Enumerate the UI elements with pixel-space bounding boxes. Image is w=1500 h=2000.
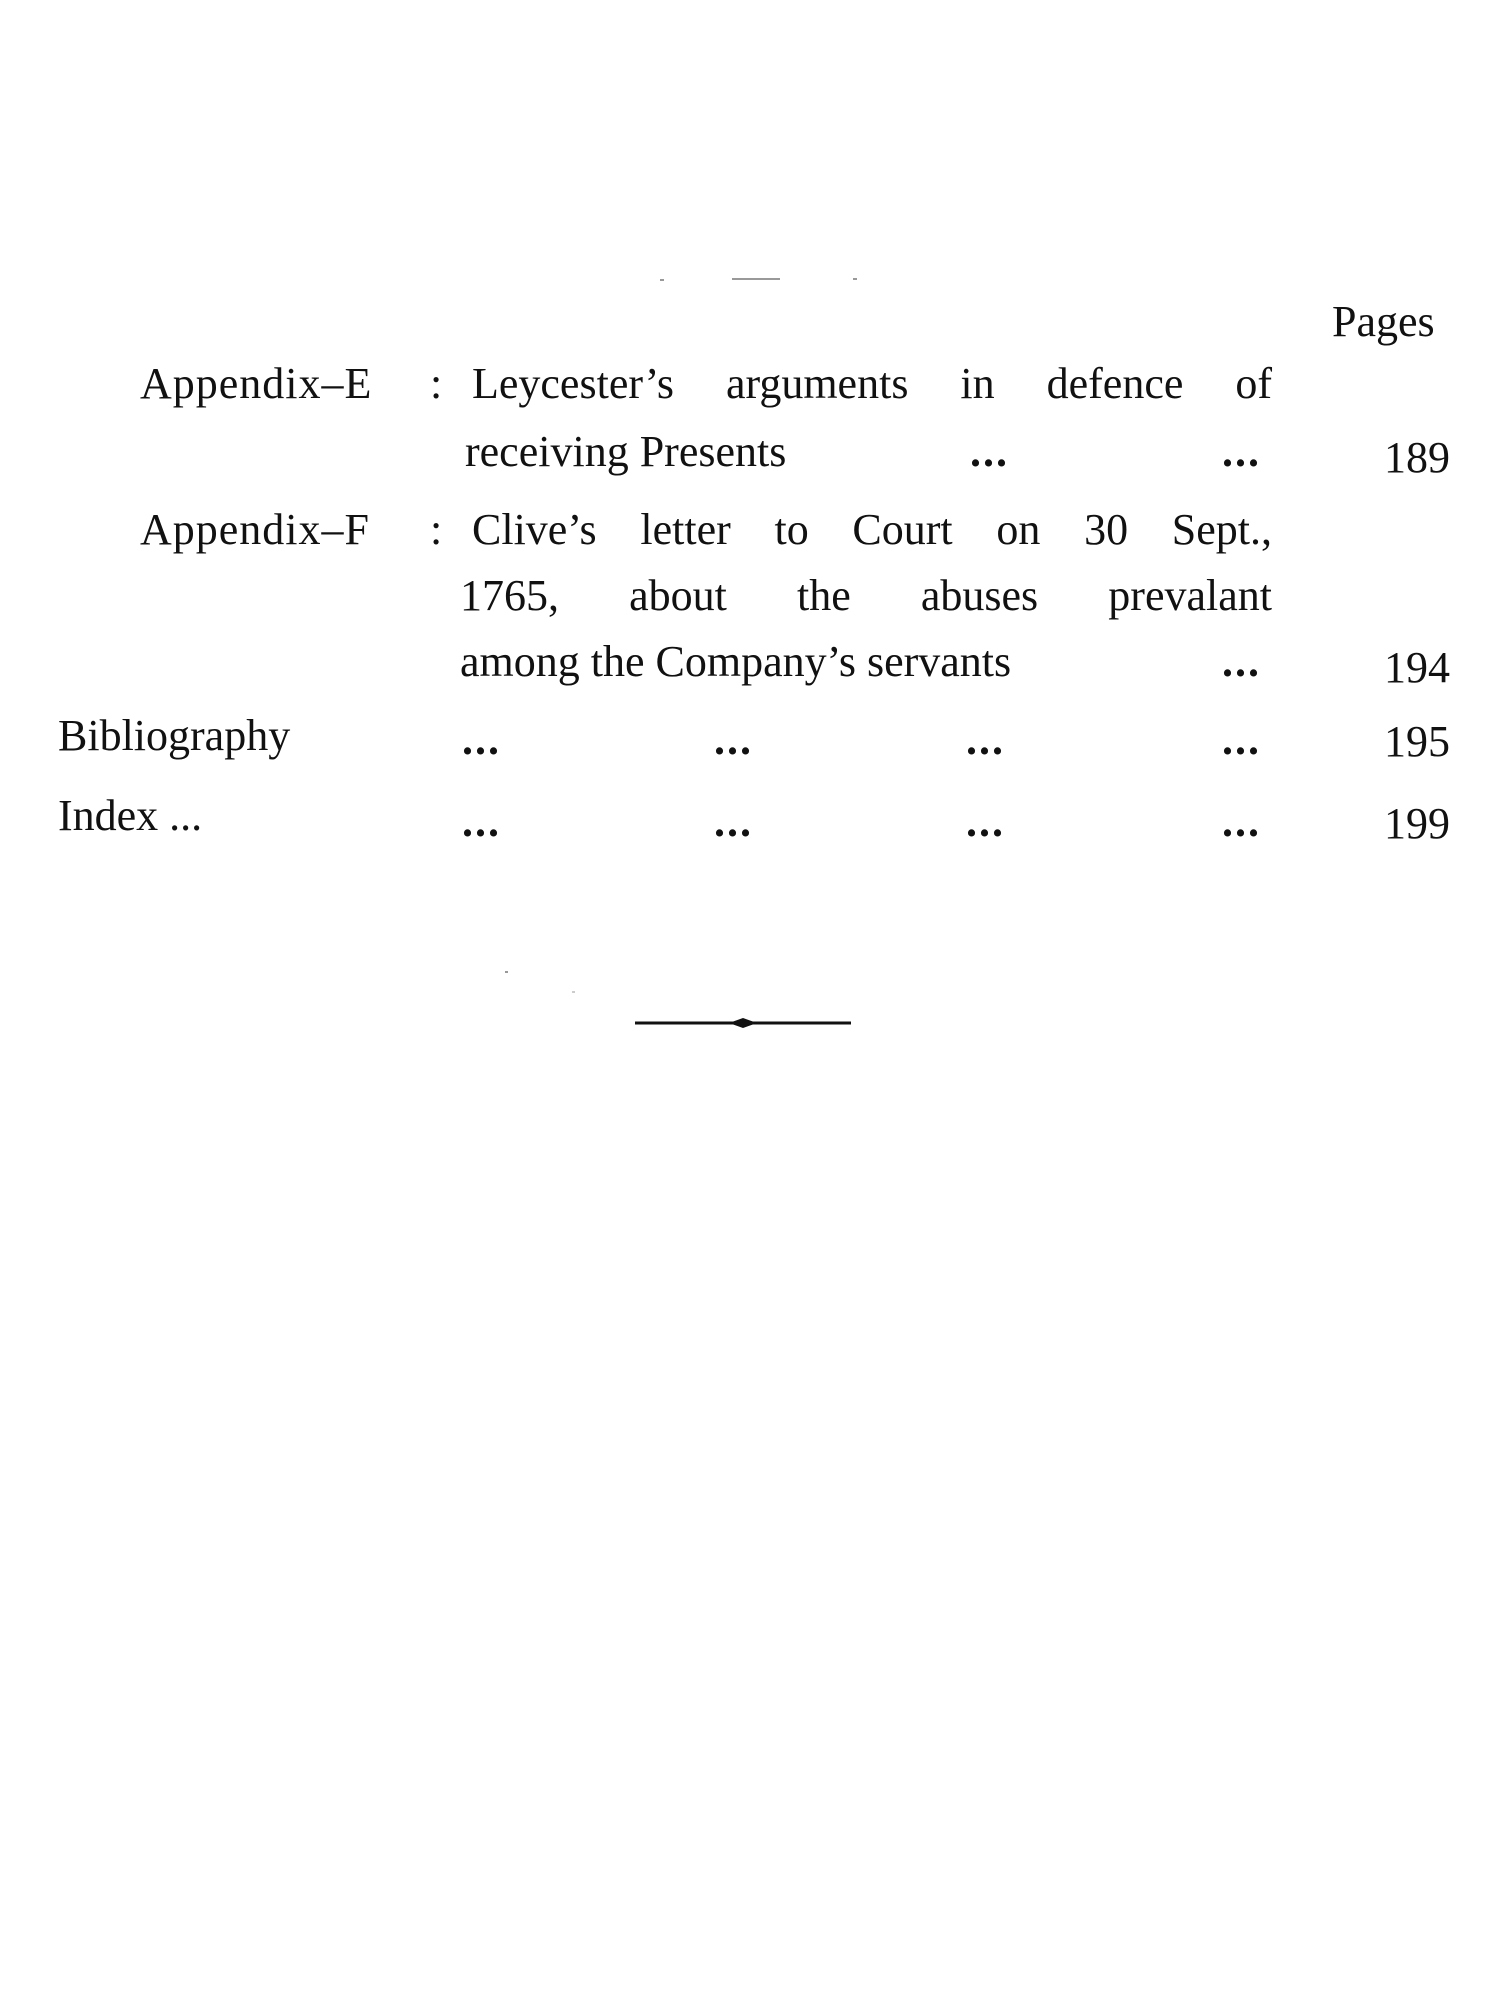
entry-title-line: receiving Presents bbox=[465, 427, 787, 476]
entry-title-line: Clive’s letter to Court on 30 Sept., bbox=[472, 505, 1272, 554]
pages-column-header: Pages bbox=[1332, 297, 1435, 346]
entry-label-appendix-e: Appendix–E bbox=[140, 359, 373, 408]
lower-speck bbox=[505, 971, 508, 973]
entry-title-line: 1765, about the abuses prevalant bbox=[460, 571, 1272, 620]
leader-dots: ... bbox=[714, 715, 753, 764]
leader-dots: ... bbox=[1222, 427, 1261, 476]
leader-dots: ... bbox=[966, 715, 1005, 764]
leader-dots: ... bbox=[1222, 637, 1261, 686]
top-speck-small bbox=[660, 279, 664, 281]
entry-page-number: 195 bbox=[1384, 717, 1450, 766]
entry-label-appendix-f: Appendix–F bbox=[140, 505, 370, 554]
lower-speck-2 bbox=[572, 991, 575, 993]
top-speck-small-2 bbox=[853, 278, 857, 280]
entry-page-number: 199 bbox=[1384, 799, 1450, 848]
leader-dots: ... bbox=[970, 427, 1009, 476]
top-specks bbox=[732, 278, 780, 280]
entry-label-bibliography: Bibliography bbox=[58, 711, 291, 760]
entry-separator: : bbox=[430, 505, 443, 554]
entry-page-number: 194 bbox=[1384, 643, 1450, 692]
leader-dots: ... bbox=[462, 715, 501, 764]
leader-dots: ... bbox=[462, 797, 501, 846]
leader-dots: ... bbox=[714, 797, 753, 846]
entry-title-line: among the Company’s servants bbox=[460, 637, 1012, 686]
entry-title-line: Leycester’s arguments in defence of bbox=[472, 359, 1272, 408]
end-rule-ornament bbox=[633, 1016, 853, 1030]
leader-dots: ... bbox=[1222, 797, 1261, 846]
entry-label-index: Index ... bbox=[58, 791, 203, 840]
entry-page-number: 189 bbox=[1384, 433, 1450, 482]
entry-separator: : bbox=[430, 359, 443, 408]
leader-dots: ... bbox=[966, 797, 1005, 846]
leader-dots: ... bbox=[1222, 715, 1261, 764]
